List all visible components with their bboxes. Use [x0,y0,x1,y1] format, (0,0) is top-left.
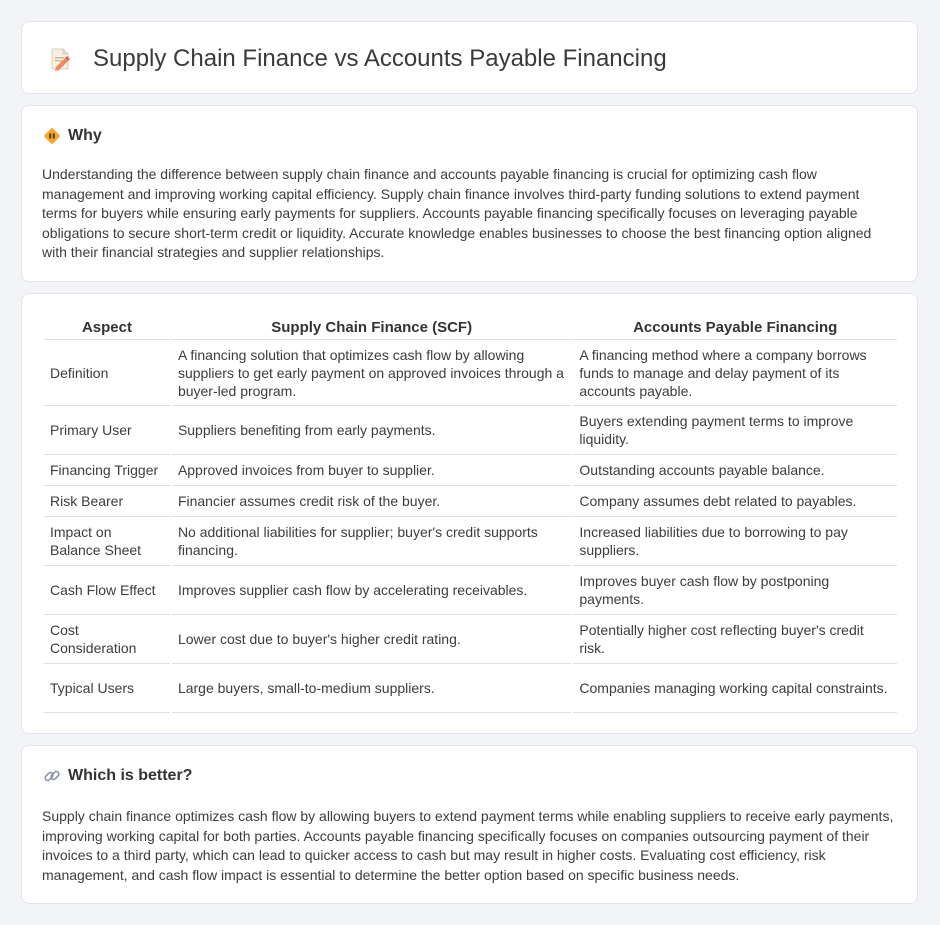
table-cell-scf: Lower cost due to buyer's higher credit rating. [172,615,571,664]
table-cell-scf: A financing solution that optimizes cash flow by allowing suppliers to get early payment on approved invoices through a buyer-led program. [172,340,571,406]
title-row [47,45,667,73]
diamond-sign-icon [43,127,61,145]
table-cell-aspect: Typical Users [44,664,170,713]
table-cell-aspect: Cash Flow Effect [44,566,170,615]
page-title: Supply Chain Finance vs Accounts Payable Financing [93,45,667,72]
link-icon [43,767,61,785]
table-cell-aspect: Cost Consideration [44,615,170,664]
why-heading-row [43,126,102,146]
document-pen-icon [47,46,73,72]
column-header-aspect: Aspect [44,315,170,340]
table-cell-scf: Improves supplier cash flow by accelerating receivables. [172,566,571,615]
comparison-table [42,315,899,713]
table-row [44,406,897,455]
table-cell-apf: Increased liabilities due to borrowing to pay suppliers. [573,517,897,566]
better-heading: Which is better? [68,767,193,784]
table-cell-aspect: Definition [44,340,170,406]
table-row [44,486,897,517]
why-section [21,105,918,282]
table-cell-apf: Company assumes debt related to payables. [573,486,897,517]
why-heading: Why [68,127,102,144]
table-cell-apf: Companies managing working capital constraints. [573,664,897,713]
table-cell-apf: Improves buyer cash flow by postponing payments. [573,566,897,615]
table-cell-apf: Potentially higher cost reflecting buyer's credit risk. [573,615,897,664]
comparison-section [21,293,918,734]
table-row [44,340,897,406]
table-row [44,455,897,486]
title-card [21,21,918,94]
better-text: Supply chain finance optimizes cash flow by allowing buyers to extend payment terms while enabling suppliers to receive early payments, improving working capital for both parties. Accounts payable financing specifically focuses on companies outsourcing payment of their invoices to a third party, which can lead to quicker access to cash but may result in higher costs. Evaluating cost efficiency, risk management, and cash flow impact is essential to determine the better option based on specific business needs. [42,808,894,883]
better-heading-row [43,766,192,786]
column-header-scf: Supply Chain Finance (SCF) [172,315,571,340]
table-cell-scf: Suppliers benefiting from early payments. [172,406,571,455]
table-cell-scf: Approved invoices from buyer to supplier. [172,455,571,486]
table-row [44,517,897,566]
table-cell-aspect: Risk Bearer [44,486,170,517]
table-row [44,566,897,615]
table-cell-apf: A financing method where a company borrows funds to manage and delay payment of its accounts payable. [573,340,897,406]
which-is-better-section [21,745,918,904]
column-header-apf: Accounts Payable Financing [573,315,897,340]
why-text: Understanding the difference between supply chain finance and accounts payable financing is crucial for optimizing cash flow management and improving working capital efficiency. Supply chain finance involves third-party funding solutions to extend payment terms for buyers while ensuring early payments for suppliers. Accounts payable financing specifically focuses on leveraging payable obligations to secure short-term credit or liquidity. Accurate knowledge enables businesses to choose the best financing option aligned with their financial strategies and supplier relationships. [42,166,872,261]
table-cell-aspect: Primary User [44,406,170,455]
table-header-row [44,315,897,340]
table-cell-aspect: Impact on Balance Sheet [44,517,170,566]
table-cell-apf: Outstanding accounts payable balance. [573,455,897,486]
table-row [44,664,897,713]
table-cell-scf: Large buyers, small-to-medium suppliers. [172,664,571,713]
table-row [44,615,897,664]
table-cell-apf: Buyers extending payment terms to improve liquidity. [573,406,897,455]
table-cell-aspect: Financing Trigger [44,455,170,486]
table-cell-scf: No additional liabilities for supplier; buyer's credit supports financing. [172,517,571,566]
table-cell-scf: Financier assumes credit risk of the buyer. [172,486,571,517]
